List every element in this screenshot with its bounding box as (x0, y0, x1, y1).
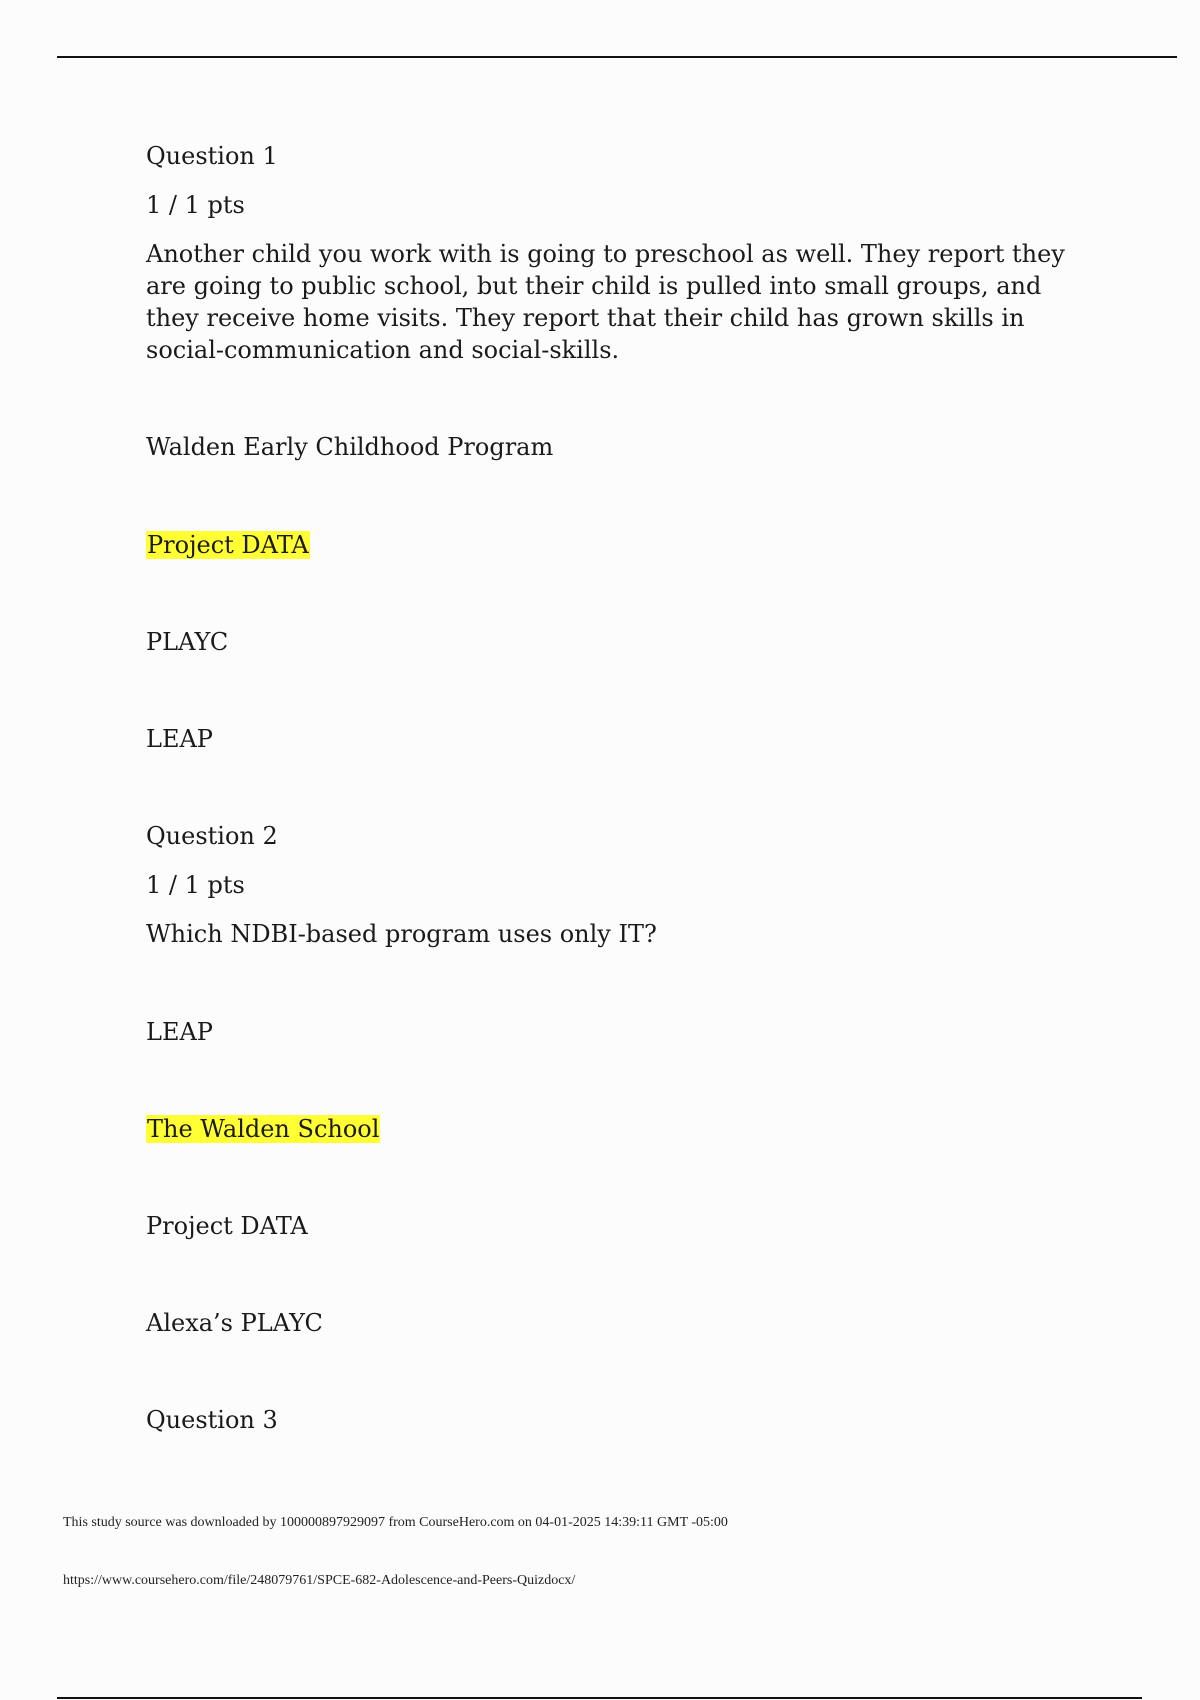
answer-option-selected (146, 1113, 1096, 1145)
question-title: Question 2 (146, 822, 278, 850)
answer-option-label: The Walden School (147, 1115, 380, 1143)
quiz-content (146, 140, 1096, 1453)
answer-option-label: Alexa’s PLAYC (146, 1309, 323, 1337)
answer-option-label: Project DATA (146, 1212, 308, 1240)
question-points: 1 / 1 pts (146, 871, 245, 899)
question-title: Question 3 (146, 1406, 278, 1434)
question-text: Which NDBI-based program uses only IT? (146, 920, 657, 948)
source-url: https://www.coursehero.com/file/248079761/SPCE-682-Adolescence-and-Peers-Quizdocx/ (63, 1573, 576, 1588)
top-rule (57, 56, 1177, 58)
answer-option-selected (146, 529, 1096, 561)
download-source-notice: This study source was downloaded by 100000897929097 from CourseHero.com on 04-01-2025 14:39:11 GMT -05:00 (63, 1515, 728, 1530)
answer-option-label: PLAYC (146, 628, 229, 656)
question-block (146, 140, 1096, 755)
answer-option (146, 1307, 1096, 1339)
answer-option (146, 723, 1096, 755)
answer-option-label: Project DATA (147, 531, 309, 559)
question-block (146, 1404, 1096, 1436)
question-points: 1 / 1 pts (146, 191, 245, 219)
answer-option (146, 1210, 1096, 1242)
answer-option (146, 431, 1096, 463)
answer-option-label: Walden Early Childhood Program (146, 433, 554, 461)
answer-option (146, 626, 1096, 658)
question-title: Question 1 (146, 142, 278, 170)
answer-option-label: LEAP (146, 725, 213, 753)
answer-option-label: LEAP (146, 1018, 213, 1046)
answer-option (146, 1016, 1096, 1048)
question-block (146, 820, 1096, 1339)
question-text: Another child you work with is going to preschool as well. They report they are going to public school, but their child is pulled into small groups, and they receive home visits. They report that their child has grown skills in social-communication and social-skills. (146, 240, 1065, 364)
bottom-rule (57, 1697, 1142, 1699)
